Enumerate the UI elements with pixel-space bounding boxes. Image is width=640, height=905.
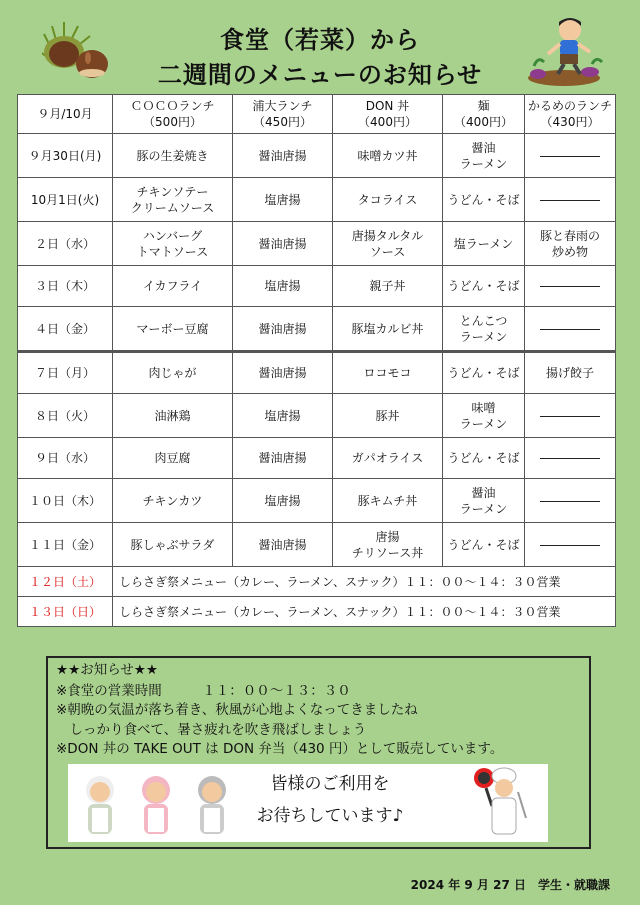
cell-noodles: 味噌 ラーメン (443, 394, 525, 438)
cell-don: 豚丼 (333, 394, 443, 438)
column-header-coco-lunch: ＣＯＣＯランチ （500円） (113, 95, 233, 134)
table-row (18, 438, 616, 479)
cell-noodles: うどん・そば (443, 352, 525, 394)
table-row (18, 178, 616, 222)
cell-light-lunch: 豚と春雨の 炒め物 (525, 222, 616, 266)
menu-table (17, 94, 616, 627)
column-header-uradai-lunch: 浦大ランチ （450円） (233, 95, 333, 134)
notice-takeout: ※DON 丼の TAKE OUT は DON 弁当（430 円）として販売しています。 (56, 741, 504, 757)
cell-noodles: うどん・そば (443, 266, 525, 307)
notice-weather-line1: ※朝晩の気温が落ち着き、秋風が心地よくなってきましたね (56, 702, 418, 718)
cell-date: ７日（月） (18, 352, 113, 394)
cell-date: ２日（水） (18, 222, 113, 266)
cell-coco-lunch: チキンソテー クリームソース (113, 178, 233, 222)
column-header-light-lunch: かるめのランチ （430円） (525, 95, 616, 134)
cell-uradai-lunch: 塩唐揚 (233, 479, 333, 523)
cell-light-lunch (525, 523, 616, 567)
cell-date: ８日（火） (18, 394, 113, 438)
cell-date: ９日（水） (18, 438, 113, 479)
chef-illustration (470, 766, 534, 840)
chestnut-icon (42, 20, 114, 88)
cell-noodles: 塩ラーメン (443, 222, 525, 266)
cell-don: タコライス (333, 178, 443, 222)
column-header-don: DON 丼 （400円） (333, 95, 443, 134)
cell-don: ロコモコ (333, 352, 443, 394)
table-row (18, 222, 616, 266)
cell-coco-lunch: チキンカツ (113, 479, 233, 523)
cell-noodles: 醤油 ラーメン (443, 134, 525, 178)
cell-light-lunch (525, 307, 616, 352)
no-menu-dash (540, 416, 600, 417)
cell-light-lunch (525, 438, 616, 479)
table-row (18, 266, 616, 307)
cell-festival-menu: しらさぎ祭メニュー（カレー、ラーメン、スナック）１１：００～１４：３０営業 (113, 567, 616, 597)
cell-coco-lunch: 油淋鶏 (113, 394, 233, 438)
cell-noodles: うどん・そば (443, 178, 525, 222)
cell-date: ９月30日(月) (18, 134, 113, 178)
cell-light-lunch (525, 394, 616, 438)
cell-don: 唐揚タルタル ソース (333, 222, 443, 266)
festival-row (18, 597, 616, 627)
cell-coco-lunch: マーボー豆腐 (113, 307, 233, 352)
page-title-line2: 二週間のメニューのお知らせ (157, 61, 483, 89)
cell-don: 豚キムチ丼 (333, 479, 443, 523)
cell-coco-lunch: イカフライ (113, 266, 233, 307)
cell-don: 唐揚 チリソース丼 (333, 523, 443, 567)
cell-noodles: とんこつ ラーメン (443, 307, 525, 352)
table-row (18, 479, 616, 523)
cell-date: １１日（金） (18, 523, 113, 567)
cell-don: 豚塩カルビ丼 (333, 307, 443, 352)
no-menu-dash (540, 200, 600, 201)
cell-uradai-lunch: 醤油唐揚 (233, 307, 333, 352)
cell-don: 親子丼 (333, 266, 443, 307)
cell-coco-lunch: 肉豆腐 (113, 438, 233, 479)
no-menu-dash (540, 286, 600, 287)
festival-row (18, 567, 616, 597)
page-title-line1: 食堂（若菜）から (220, 26, 420, 54)
child-digging-potatoes-icon (520, 14, 612, 90)
table-row (18, 307, 616, 352)
cell-coco-lunch: 肉じゃが (113, 352, 233, 394)
cell-uradai-lunch: 醤油唐揚 (233, 134, 333, 178)
no-menu-dash (540, 501, 600, 502)
table-row (18, 352, 616, 394)
cell-uradai-lunch: 醤油唐揚 (233, 523, 333, 567)
cell-noodles: うどん・そば (443, 438, 525, 479)
cell-don: ガパオライス (333, 438, 443, 479)
cell-uradai-lunch: 塩唐揚 (233, 266, 333, 307)
table-row (18, 523, 616, 567)
cell-uradai-lunch: 醤油唐揚 (233, 352, 333, 394)
cell-date: ４日（金） (18, 307, 113, 352)
cell-uradai-lunch: 醤油唐揚 (233, 438, 333, 479)
no-menu-dash (540, 458, 600, 459)
cell-date: １２日（土） (18, 567, 113, 597)
cell-light-lunch (525, 479, 616, 523)
cell-don: 味噌カツ丼 (333, 134, 443, 178)
column-header-noodles: 麺 （400円） (443, 95, 525, 134)
cell-light-lunch (525, 266, 616, 307)
cell-light-lunch: 揚げ餃子 (525, 352, 616, 394)
table-row (18, 394, 616, 438)
cell-date: １３日（日） (18, 597, 113, 627)
issue-date-footer: 2024 年 9 月 27 日 学生・就職課 (410, 878, 610, 892)
table-row (18, 134, 616, 178)
cell-uradai-lunch: 醤油唐揚 (233, 222, 333, 266)
cell-noodles: 醤油 ラーメン (443, 479, 525, 523)
cell-festival-menu: しらさぎ祭メニュー（カレー、ラーメン、スナック）１１：００～１４：３０営業 (113, 597, 616, 627)
cell-uradai-lunch: 塩唐揚 (233, 178, 333, 222)
welcome-message: 皆様のご利用を お待ちしています♪ (256, 774, 404, 826)
cell-uradai-lunch: 塩唐揚 (233, 394, 333, 438)
cell-coco-lunch: 豚の生姜焼き (113, 134, 233, 178)
no-menu-dash (540, 545, 600, 546)
column-header-date: ９月/10月 (18, 95, 113, 134)
cell-light-lunch (525, 178, 616, 222)
notice-hours: ※食堂の営業時間 １１：００～１３：３０ (56, 683, 351, 699)
cell-date: 10月1日(火) (18, 178, 113, 222)
cell-coco-lunch: ハンバーグ トマトソース (113, 222, 233, 266)
notice-weather-line2: しっかり食べて、暑さ疲れを吹き飛ばしましょう (56, 722, 367, 738)
no-menu-dash (540, 156, 600, 157)
cell-coco-lunch: 豚しゃぶサラダ (113, 523, 233, 567)
cell-date: １０日（木） (18, 479, 113, 523)
cell-light-lunch (525, 134, 616, 178)
cell-date: ３日（木） (18, 266, 113, 307)
no-menu-dash (540, 329, 600, 330)
table-header-row (18, 95, 616, 134)
cell-noodles: うどん・そば (443, 523, 525, 567)
notice-heading: ★★お知らせ★★ (56, 662, 159, 678)
